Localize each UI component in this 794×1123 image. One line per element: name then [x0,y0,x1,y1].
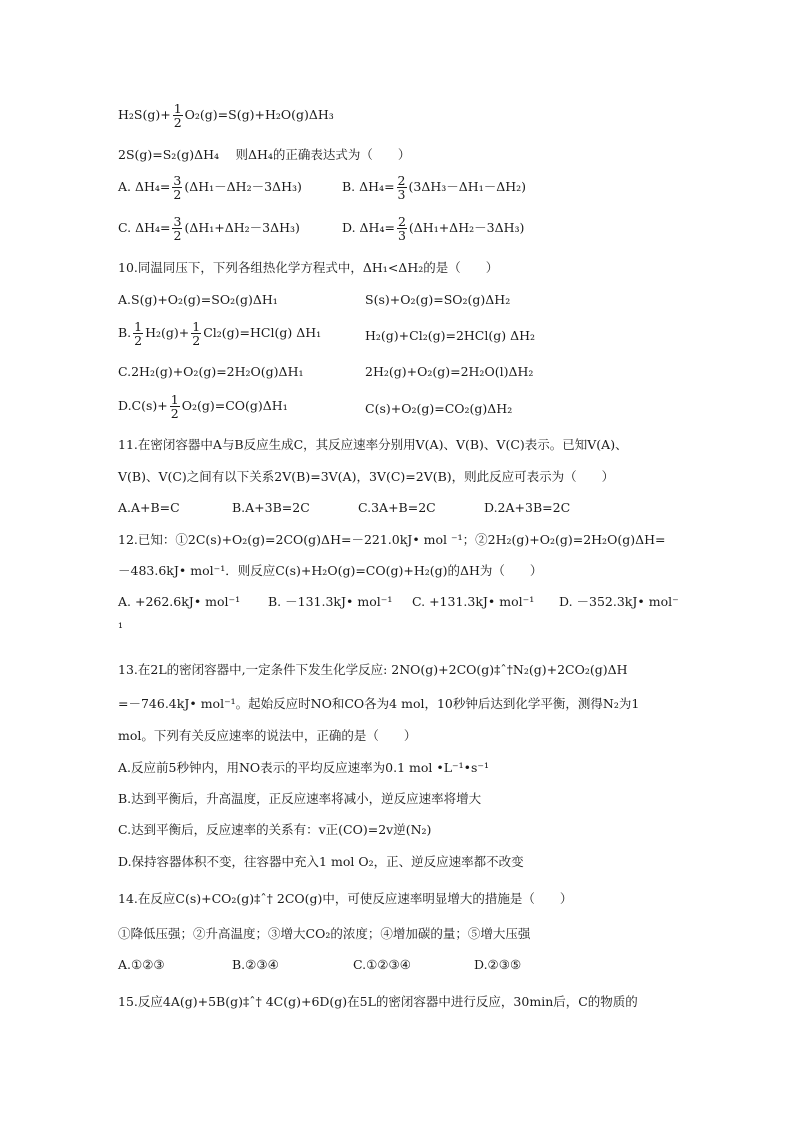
q11-line2: V(B)、V(C)之间有以下关系2V(B)=3V(A)，3V(C)=2V(B)，则此反应可表示为（ ） [118,469,615,484]
fraction: $\frac{3}{2}$ [173,214,182,243]
q12-line2: －483.6kJ• mol⁻¹．则反应C(s)+H₂O(g)=CO(g)+H₂(g)的ΔH为（ ） [118,563,543,578]
q12-option-a: A. +262.6kJ• mol⁻¹ [118,594,241,609]
fraction: $\frac{1}{2}$ [192,319,201,348]
q10-option-c: C.2H₂(g)+O₂(g)=2H₂O(g)ΔH₁ [118,364,304,379]
q10-option-b: B. $\frac{1}{2}$ H₂(g)+ $\frac{1}{2}$ Cl₂(g)=HCl(g) ΔH₁ [118,319,322,348]
q12-option-d: D. －352.3kJ• mol⁻ [559,594,679,609]
q10-option-a-right: S(s)+O₂(g)=SO₂(g)ΔH₂ [365,292,511,307]
fraction: $\frac{1}{2}$ [134,319,143,348]
q13-line1: 13.在2L的密闭容器中,一定条件下发生化学反应: 2NO(g)+2CO(g)‡ˆ†N₂(g)+2CO₂(g)ΔH [118,662,628,677]
q13-line3: mol。下列有关反应速率的说法中，正确的是（ ） [118,728,417,743]
q14-measures: ①降低压强；②升高温度；③增大CO₂的浓度；④增加碳的量；⑤增大压强 [118,926,531,941]
q14-option-a: A.①②③ [118,957,165,972]
q9-eq3-a: H₂S(g)+ [118,107,171,122]
q13-option-a: A.反应前5秒钟内，用NO表示的平均反应速率为0.1 mol •L⁻¹•s⁻¹ [118,760,490,775]
fraction: $\frac{1}{2}$ [170,392,179,421]
q11-line1: 11.在密闭容器中A与B反应生成C，其反应速率分别用V(A)、V(B)、V(C)表示。已知V(A)、 [118,437,628,452]
q9-eq3-b: O₂(g)=S(g)+H₂O(g)ΔH₃ [184,107,334,122]
q11-option-a: A.A+B=C [118,500,180,515]
q9-option-c: C. ΔH₄= $\frac{3}{2}$ (ΔH₁+ΔH₂－3ΔH₃) [118,214,300,243]
fraction: $\frac{1}{2}$ [173,101,182,130]
q15-stem: 15.反应4A(g)+5B(g)‡ˆ† 4C(g)+6D(g)在5L的密闭容器中进行反应，30min后，C的物质的 [118,994,638,1009]
q11-option-b: B.A+3B=2C [232,500,310,515]
q12-option-b: B. －131.3kJ• mol⁻¹ [268,594,393,609]
q13-option-d: D.保持容器体积不变，往容器中充入1 mol O₂，正、逆反应速率都不改变 [118,854,524,869]
q10-option-d: D.C(s)+ $\frac{1}{2}$ O₂(g)=CO(g)ΔH₁ [118,392,288,421]
q11-option-c: C.3A+B=2C [358,500,436,515]
q9-eq3 [118,102,334,129]
q12-option-d-wrap: ¹ [118,620,124,635]
q10-option-d-right: C(s)+O₂(g)=CO₂(g)ΔH₂ [365,401,513,416]
q10-option-b-right: H₂(g)+Cl₂(g)=2HCl(g) ΔH₂ [365,328,536,343]
q9-option-a: A. ΔH₄= $\frac{3}{2}$ (ΔH₁－ΔH₂－3ΔH₃) [118,173,302,202]
q11-option-d: D.2A+3B=2C [484,500,571,515]
q12-option-c: C. +131.3kJ• mol⁻¹ [412,594,535,609]
q9-option-b: B. ΔH₄= $\frac{2}{3}$ (3ΔH₃－ΔH₁－ΔH₂) [342,173,527,202]
q13-line2: =－746.4kJ• mol⁻¹。起始反应时NO和CO各为4 mol，10秒钟后达到化学平衡，测得N₂为1 [118,696,640,711]
q9-option-d: D. ΔH₄= $\frac{2}{3}$ (ΔH₁+ΔH₂－3ΔH₃) [342,214,525,243]
q13-option-b: B.达到平衡后，升高温度，正反应速率将减小，逆反应速率将增大 [118,791,482,806]
q12-line1: 12.已知：①2C(s)+O₂(g)=2CO(g)ΔH=－221.0kJ• mol ⁻¹；②2H₂(g)+O₂(g)=2H₂O(g)ΔH= [118,532,666,547]
q14-stem: 14.在反应C(s)+CO₂(g)‡ˆ† 2CO(g)中，可使反应速率明显增大的措施是（ ） [118,891,573,906]
fraction: $\frac{2}{3}$ [397,173,406,202]
q13-option-c: C.达到平衡后，反应速率的关系有：v正(CO)=2v逆(N₂) [118,822,432,837]
q10-stem: 10.同温同压下，下列各组热化学方程式中，ΔH₁<ΔH₂的是（ ） [118,260,499,275]
fraction: $\frac{2}{3}$ [397,214,406,243]
q10-option-c-right: 2H₂(g)+O₂(g)=2H₂O(l)ΔH₂ [365,364,534,379]
q14-option-c: C.①②③④ [353,957,411,972]
q9-eq4: 2S(g)=S₂(g)ΔH₄ 则ΔH₄的正确表达式为（ ） [118,147,411,162]
q10-option-a: A.S(g)+O₂(g)=SO₂(g)ΔH₁ [118,292,278,307]
fraction: $\frac{3}{2}$ [173,173,182,202]
q14-option-b: B.②③④ [232,957,279,972]
q14-option-d: D.②③⑤ [474,957,522,972]
